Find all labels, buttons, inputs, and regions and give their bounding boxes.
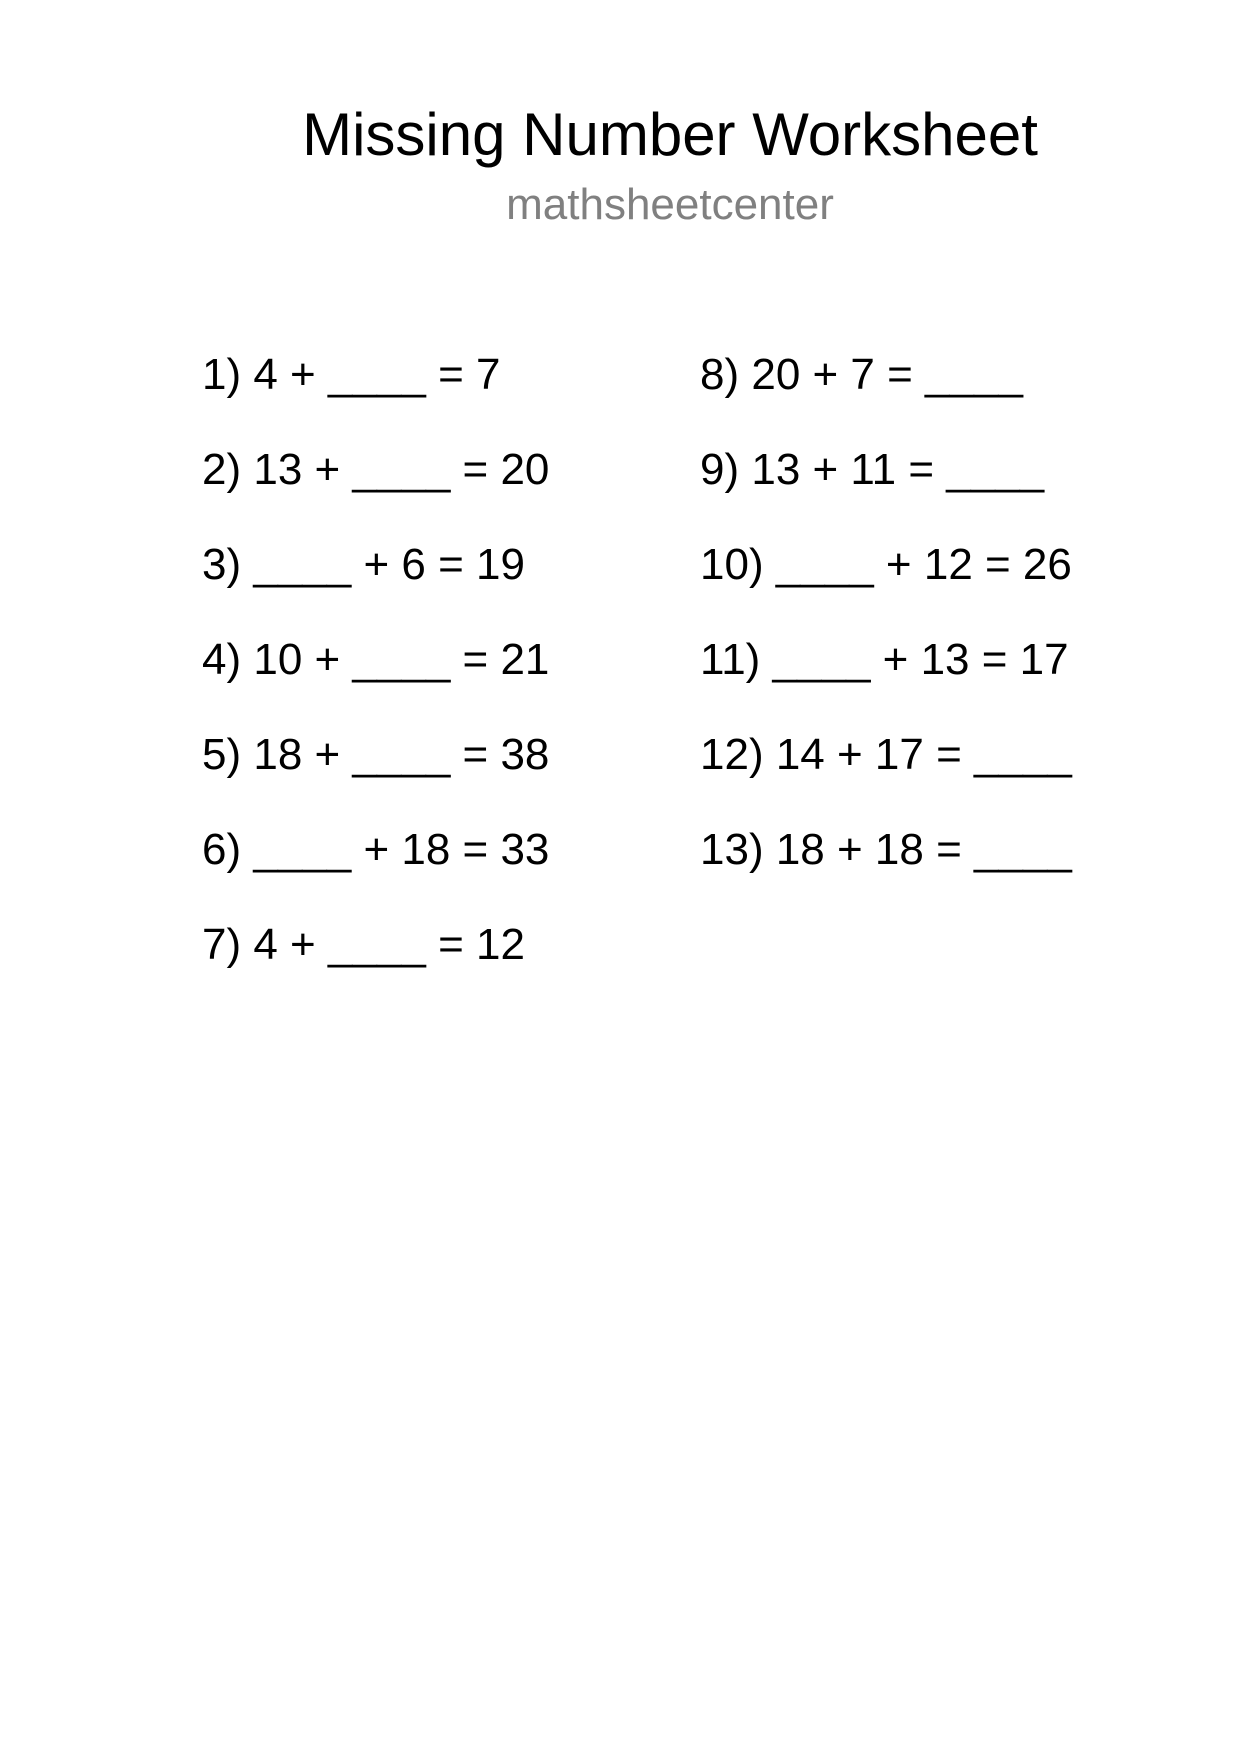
problem-item: 3) ____ + 6 = 19	[202, 540, 525, 589]
problem-item: 10) ____ + 12 = 26	[700, 540, 1072, 589]
problem-item: 12) 14 + 17 = ____	[700, 730, 1072, 779]
problem-item: 9) 13 + 11 = ____	[700, 445, 1045, 494]
problem-item: 6) ____ + 18 = 33	[202, 825, 550, 874]
problem-item: 8) 20 + 7 = ____	[700, 350, 1023, 399]
page-title: Missing Number Worksheet	[302, 101, 1038, 168]
problem-item: 4) 10 + ____ = 21	[202, 635, 550, 684]
page-subtitle: mathsheetcenter	[506, 180, 834, 229]
problem-item: 2) 13 + ____ = 20	[202, 445, 550, 494]
problem-item: 7) 4 + ____ = 12	[202, 920, 525, 969]
problem-item: 13) 18 + 18 = ____	[700, 825, 1072, 874]
problem-item: 5) 18 + ____ = 38	[202, 730, 550, 779]
problem-item: 11) ____ + 13 = 17	[700, 635, 1069, 684]
problem-item: 1) 4 + ____ = 7	[202, 350, 501, 399]
